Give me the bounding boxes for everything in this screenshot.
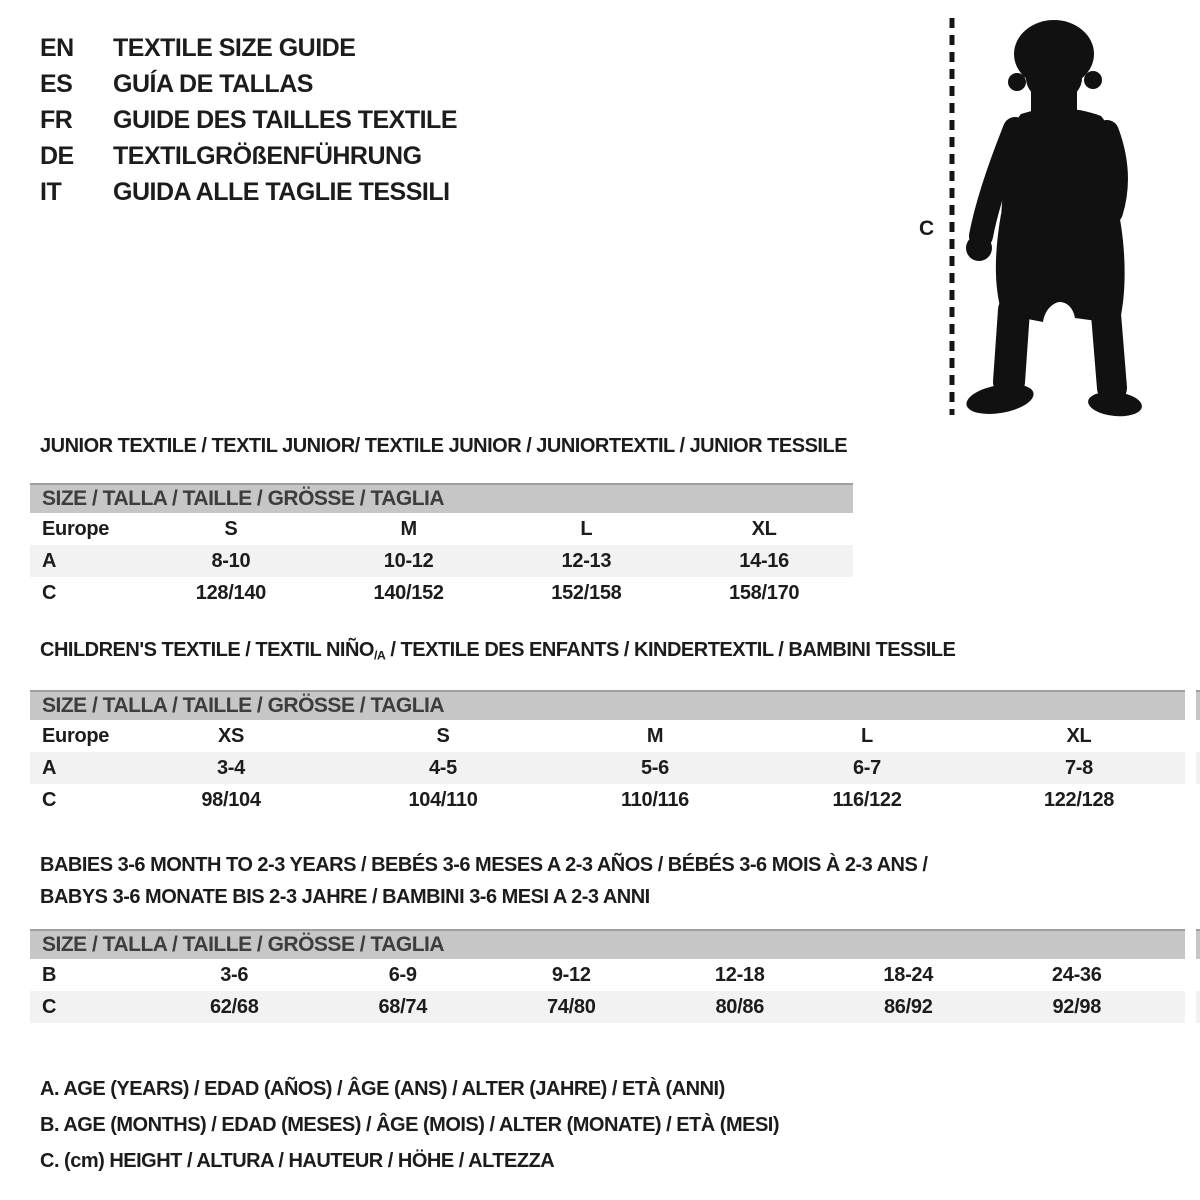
cutoff-bar-sliver <box>1196 690 1200 720</box>
cutoff-row-sliver <box>1196 752 1200 784</box>
size-cell: S <box>224 517 238 540</box>
age-cell: 6-7 <box>852 756 881 779</box>
measurement-legend <box>40 1071 779 1179</box>
language-row-it <box>40 174 457 210</box>
language-title: TEXTILE SIZE GUIDE <box>113 33 356 62</box>
baby-silhouette-figure <box>905 14 1145 420</box>
language-code: ES <box>40 69 73 98</box>
table-row-height <box>30 991 1185 1023</box>
height-cell: 128/140 <box>195 581 266 604</box>
height-measure-label: C <box>919 217 935 240</box>
height-cell: 68/74 <box>378 995 428 1018</box>
size-cell: L <box>861 724 873 747</box>
table-row-europe <box>30 513 853 545</box>
language-row-es <box>40 66 457 102</box>
legend-line-a: A. AGE (YEARS) / EDAD (AÑOS) / ÂGE (ANS) / ALTER (JAHRE) / ETÀ (ANNI) <box>40 1077 725 1100</box>
height-cell: 74/80 <box>546 995 596 1018</box>
height-cell: 122/128 <box>1043 788 1115 811</box>
language-code: EN <box>40 33 74 62</box>
height-cell: 92/98 <box>1052 995 1102 1018</box>
language-title-list <box>40 30 457 210</box>
size-header-bar <box>30 929 1185 959</box>
row-label: Europe <box>42 724 110 747</box>
size-cell: XL <box>1066 724 1092 747</box>
legend-line-c: C. (cm) HEIGHT / ALTURA / HAUTEUR / HÖHE / ALTEZZA <box>40 1149 555 1172</box>
height-cell: 98/104 <box>201 788 261 811</box>
children-heading-pre: CHILDREN'S TEXTILE / TEXTIL NIÑO <box>40 639 374 661</box>
age-cell: 3-4 <box>216 756 245 779</box>
language-code: IT <box>40 177 62 206</box>
babies-section-heading <box>40 849 927 913</box>
language-title: TEXTILGRÖßENFÜHRUNG <box>113 141 422 170</box>
height-cell: 80/86 <box>715 995 765 1018</box>
children-size-table <box>30 690 1185 816</box>
junior-section-heading: JUNIOR TEXTILE / TEXTIL JUNIOR/ TEXTILE JUNIOR / JUNIORTEXTIL / JUNIOR TESSILE <box>40 435 848 457</box>
height-cell: 86/92 <box>883 995 933 1018</box>
age-cell: 5-6 <box>640 756 669 779</box>
table-row-europe <box>30 720 1185 752</box>
language-code: FR <box>40 105 73 134</box>
age-cell: 7-8 <box>1064 756 1093 779</box>
row-label: C <box>42 995 57 1018</box>
babies-size-table <box>30 929 1185 1023</box>
height-cell: 140/152 <box>373 581 444 604</box>
row-label: A <box>42 549 57 572</box>
size-header-bar <box>30 483 853 513</box>
size-cell: L <box>580 517 593 540</box>
table-row-age <box>30 545 853 577</box>
size-cell: M <box>646 724 664 747</box>
months-cell: 24-36 <box>1051 963 1102 986</box>
months-cell: 18-24 <box>883 963 934 986</box>
size-header-bar <box>30 690 1185 720</box>
junior-size-table <box>30 483 853 609</box>
age-cell: 4-5 <box>428 756 457 779</box>
size-cell: M <box>400 517 417 540</box>
size-header-text: SIZE / TALLA / TAILLE / GRÖSSE / TAGLIA <box>42 487 445 510</box>
age-cell: 12-13 <box>561 549 612 572</box>
babies-heading-line1: BABIES 3-6 MONTH TO 2-3 YEARS / BEBÉS 3-6 MESES A 2-3 AÑOS / BÉBÉS 3-6 MOIS À 2-3 ANS / <box>40 854 928 876</box>
language-code: DE <box>40 141 74 170</box>
language-title: GUÍA DE TALLAS <box>113 69 313 98</box>
row-label: Europe <box>42 517 110 540</box>
babies-heading-line2: BABYS 3-6 MONATE BIS 2-3 JAHRE / BAMBINI 3-6 MESI A 2-3 ANNI <box>40 886 650 908</box>
size-cell: XL <box>751 517 777 540</box>
toddler-silhouette <box>964 20 1143 419</box>
table-row-age <box>30 752 1185 784</box>
age-cell: 10-12 <box>383 549 434 572</box>
size-cell: XS <box>217 724 245 747</box>
height-cell: 158/170 <box>729 581 800 604</box>
age-cell: 8-10 <box>211 549 251 572</box>
row-label: C <box>42 788 57 811</box>
height-cell: 62/68 <box>209 995 259 1018</box>
height-cell: 104/110 <box>408 788 478 811</box>
height-cell: 152/158 <box>551 581 622 604</box>
months-cell: 12-18 <box>714 963 765 986</box>
children-section-heading <box>40 638 955 667</box>
row-label: C <box>42 581 57 604</box>
table-row-months <box>30 959 1185 991</box>
language-title: GUIDE DES TAILLES TEXTILE <box>113 105 458 134</box>
table-row-height <box>30 577 853 609</box>
children-heading-post: / TEXTILE DES ENFANTS / KINDERTEXTIL / BAMBINI TESSILE <box>385 639 956 661</box>
language-row-en <box>40 30 457 66</box>
size-header-text: SIZE / TALLA / TAILLE / GRÖSSE / TAGLIA <box>42 933 445 956</box>
size-cell: S <box>436 724 450 747</box>
height-cell: 116/122 <box>832 788 902 811</box>
size-header-text: SIZE / TALLA / TAILLE / GRÖSSE / TAGLIA <box>42 694 445 717</box>
height-cell: 110/116 <box>621 788 689 811</box>
table-row-height <box>30 784 1185 816</box>
months-cell: 3-6 <box>220 963 249 986</box>
months-cell: 6-9 <box>388 963 417 986</box>
row-label: B <box>42 963 57 986</box>
cutoff-row-sliver <box>1196 991 1200 1023</box>
language-row-fr <box>40 102 457 138</box>
legend-line-b: B. AGE (MONTHS) / EDAD (MESES) / ÂGE (MOIS) / ALTER (MONATE) / ETÀ (MESI) <box>40 1113 780 1136</box>
language-title: GUIDA ALLE TAGLIE TESSILI <box>113 177 450 206</box>
language-row-de <box>40 138 457 174</box>
months-cell: 9-12 <box>551 963 591 986</box>
cutoff-bar-sliver <box>1196 929 1200 959</box>
age-cell: 14-16 <box>739 549 789 572</box>
row-label: A <box>42 756 57 779</box>
children-heading-subscript: /A <box>373 648 386 663</box>
